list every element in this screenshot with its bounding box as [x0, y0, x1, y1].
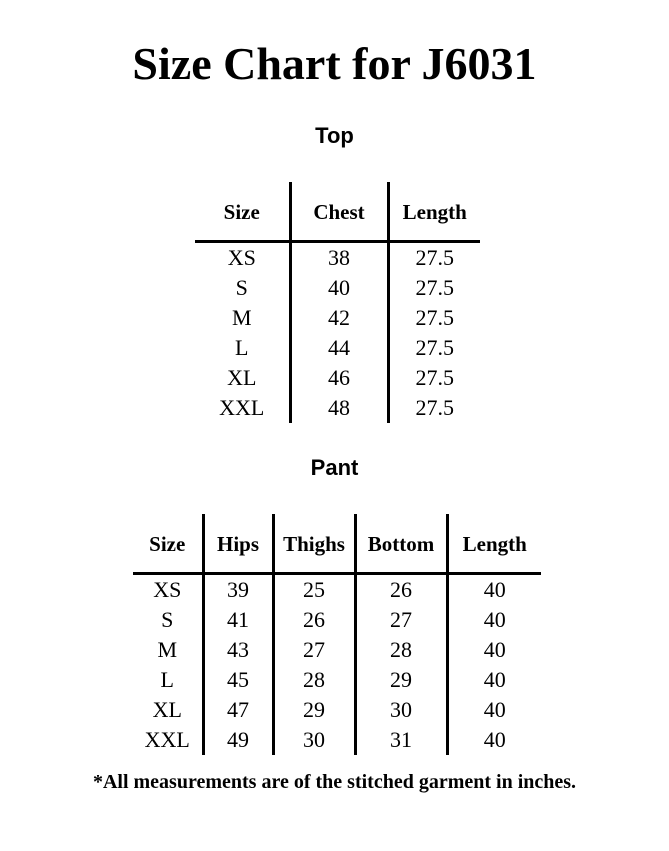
top-column-header: Chest	[290, 182, 388, 242]
table-row	[133, 635, 541, 665]
pant-column-header: Length	[447, 514, 541, 574]
top-header-row	[195, 182, 480, 242]
pant-table-cell: 29	[355, 665, 447, 695]
top-size-table	[195, 182, 480, 423]
pant-table-cell: 39	[203, 574, 273, 606]
pant-body	[133, 574, 541, 756]
pant-table-cell: 28	[273, 665, 355, 695]
table-row	[133, 605, 541, 635]
top-table-cell: S	[195, 273, 290, 303]
top-section-heading: Top	[315, 123, 354, 148]
pant-size-table	[133, 514, 541, 755]
measurement-note: *All measurements are of the stitched garment in inches.	[92, 771, 577, 793]
pant-column-header: Hips	[203, 514, 273, 574]
pant-table-cell: M	[133, 635, 203, 665]
pant-table-cell: 28	[355, 635, 447, 665]
top-table-cell: 46	[290, 363, 388, 393]
top-table-cell: XL	[195, 363, 290, 393]
pant-table-cell: 29	[273, 695, 355, 725]
pant-table-cell: 26	[355, 574, 447, 606]
top-table-cell: 48	[290, 393, 388, 423]
pant-table-cell: 26	[273, 605, 355, 635]
top-table-cell: 27.5	[415, 365, 454, 390]
pant-table-cell: 27	[273, 635, 355, 665]
top-table-cell: L	[195, 333, 290, 363]
table-row	[133, 665, 541, 695]
top-table-cell: 44	[290, 333, 388, 363]
pant-table-cell: 30	[355, 695, 447, 725]
top-table-cell: XS	[195, 242, 290, 274]
table-row	[133, 725, 541, 755]
top-body	[195, 242, 480, 424]
pant-table-cell: 47	[203, 695, 273, 725]
table-row	[195, 393, 480, 423]
pant-table-cell: XXL	[133, 725, 203, 755]
table-row	[195, 273, 480, 303]
table-row	[133, 695, 541, 725]
pant-table-cell: 43	[203, 635, 273, 665]
top-column-header: Length	[388, 182, 480, 242]
table-row	[195, 363, 480, 393]
pant-table-cell: 40	[483, 607, 506, 632]
pant-table-cell: 40	[483, 637, 506, 662]
pant-header-row	[133, 514, 541, 574]
pant-table-cell: 27	[355, 605, 447, 635]
top-table-cell: 42	[290, 303, 388, 333]
top-table-cell: 27.5	[415, 395, 454, 420]
pant-table-cell: S	[133, 605, 203, 635]
table-row	[195, 303, 480, 333]
pant-table-cell: 31	[355, 725, 447, 755]
pant-table-cell: 45	[203, 665, 273, 695]
pant-column-header: Bottom	[355, 514, 447, 574]
pant-table-cell: XS	[133, 574, 203, 606]
top-table-cell: 27.5	[415, 335, 454, 360]
table-row	[195, 333, 480, 363]
pant-section-heading: Pant	[310, 455, 359, 480]
pant-table-cell: 40	[483, 727, 506, 752]
top-column-header: Size	[195, 182, 290, 242]
top-table-cell: 27.5	[415, 245, 454, 270]
table-row	[195, 242, 480, 274]
pant-table-cell: 40	[483, 697, 506, 722]
pant-table-cell: L	[133, 665, 203, 695]
pant-table-cell: 49	[203, 725, 273, 755]
page-title: Size Chart for J6031	[132, 38, 537, 89]
top-table-cell: 38	[290, 242, 388, 274]
top-table-cell: 27.5	[415, 305, 454, 330]
pant-table-cell: 25	[273, 574, 355, 606]
pant-column-header: Thighs	[273, 514, 355, 574]
pant-table-cell: 41	[203, 605, 273, 635]
table-row	[133, 574, 541, 606]
pant-table-cell: XL	[133, 695, 203, 725]
top-table-cell: XXL	[195, 393, 290, 423]
top-table-cell: 27.5	[415, 275, 454, 300]
top-table-cell: 40	[290, 273, 388, 303]
pant-table-cell: 40	[483, 577, 506, 602]
top-table-cell: M	[195, 303, 290, 333]
pant-table-cell: 30	[273, 725, 355, 755]
pant-column-header: Size	[133, 514, 203, 574]
pant-table-cell: 40	[483, 667, 506, 692]
